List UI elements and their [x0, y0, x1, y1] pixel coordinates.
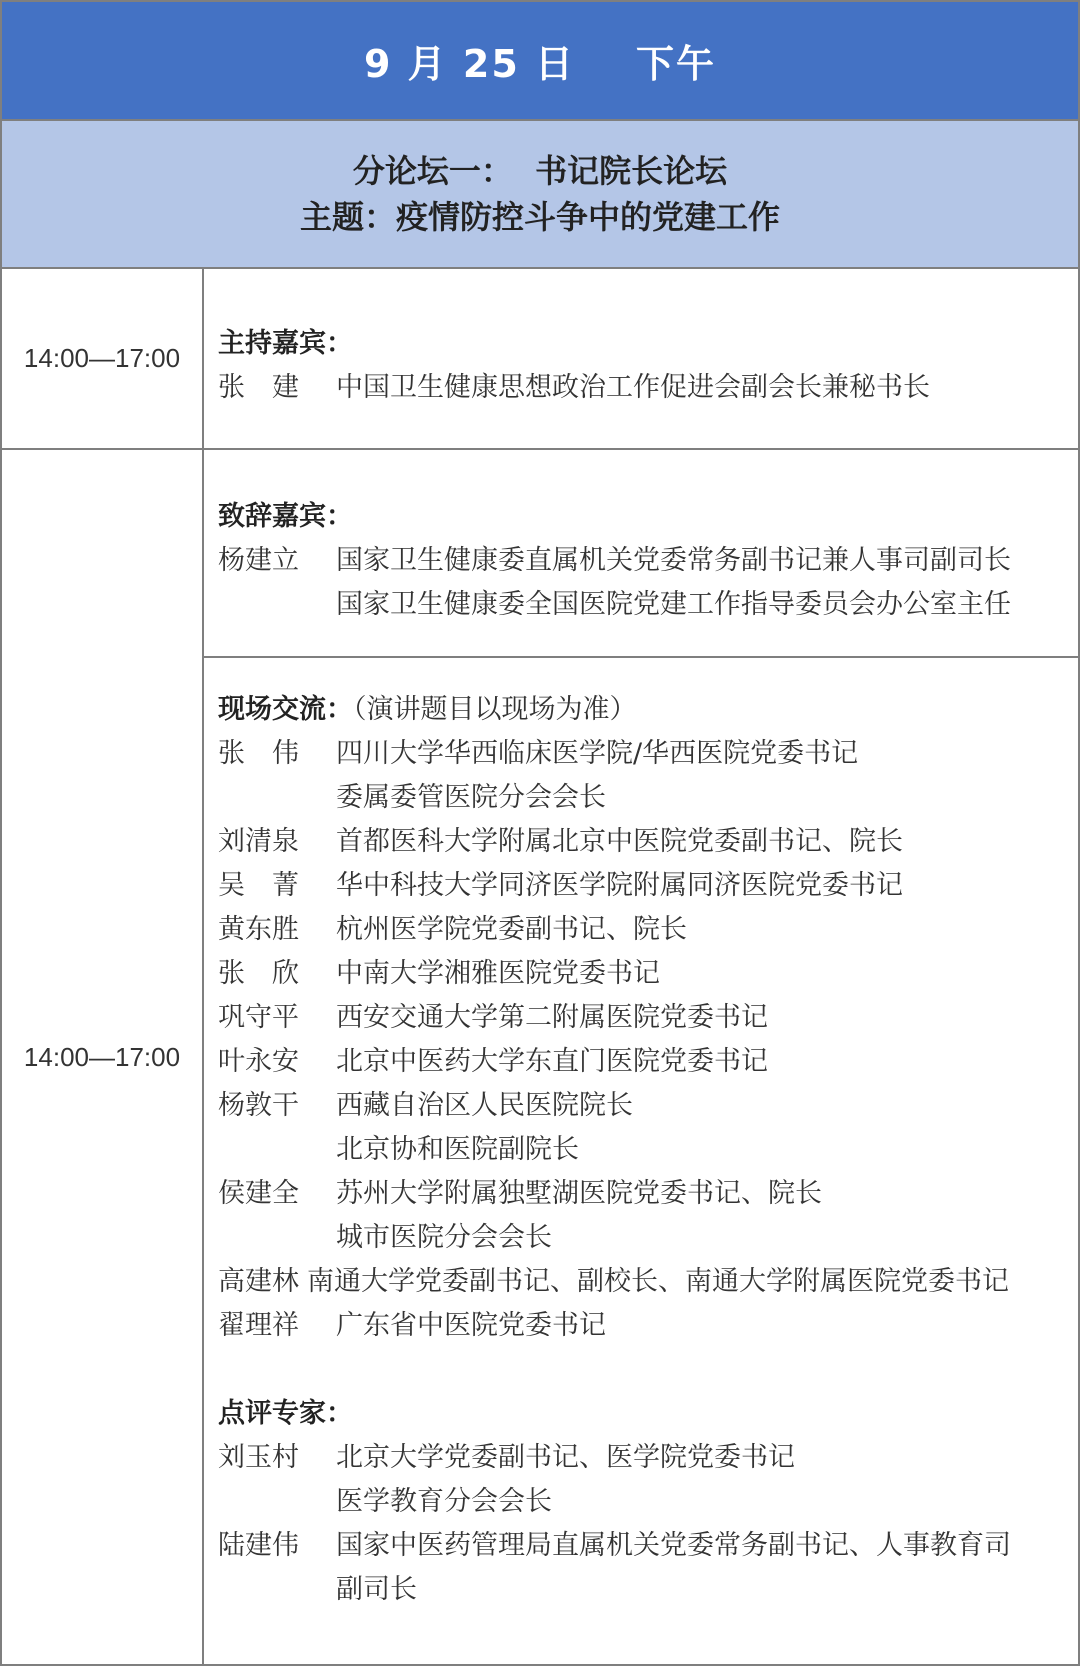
person-entry: [218, 732, 1078, 820]
person-entry: [218, 864, 1078, 908]
time-label: 14:00—17:00: [23, 1041, 181, 1072]
person-entry: [218, 539, 1078, 627]
content-cell: [204, 269, 1078, 448]
person-entry: [218, 820, 1078, 864]
person-role: 广东省中医院党委书记: [336, 1310, 606, 1341]
section-title: 致辞嘉宾：: [218, 501, 353, 532]
section-title: 点评专家：: [218, 1398, 353, 1429]
person-name: 张 伟: [218, 738, 299, 769]
person-role: 首都医科大学附属北京中医院党委副书记、院长: [336, 826, 903, 857]
person-role: 苏州大学附属独墅湖医院党委书记、院长: [336, 1178, 822, 1209]
section-title: 现场交流：（演讲题目以现场为准）: [218, 694, 637, 725]
person-role: 西藏自治区人民医院院长: [336, 1090, 633, 1121]
person-entry: [218, 1040, 1078, 1084]
person-entry: [218, 1304, 1078, 1348]
time-label: 14:00—17:00: [23, 343, 181, 373]
person-role: 副司长: [336, 1574, 417, 1605]
time-cell: [2, 269, 204, 448]
date-label: 9 月 25 日: [364, 42, 576, 86]
person-name: 杨敦干: [218, 1090, 299, 1121]
person-entry: [218, 996, 1078, 1040]
section-opening: [204, 450, 1078, 658]
section-note: （演讲题目以现场为准）: [353, 694, 637, 725]
person-role: 北京中医药大学东直门医院党委书记: [336, 1046, 768, 1077]
person-role: 西安交通大学第二附属医院党委书记: [336, 1002, 768, 1033]
person-name: 翟理祥: [218, 1310, 299, 1341]
person-entry: [218, 1084, 1078, 1172]
forum-header: [0, 121, 1080, 269]
person-role: 北京大学党委副书记、医学院党委书记: [336, 1442, 795, 1473]
person-role: 南通大学党委副书记、副校长、南通大学附属医院党委书记: [307, 1266, 1009, 1297]
section-spacer: [218, 1348, 1078, 1392]
person-name: 黄东胜: [218, 914, 299, 945]
period-label: 下午: [635, 42, 716, 86]
person-role: 中国卫生健康思想政治工作促进会副会长兼秘书长: [336, 372, 930, 403]
person-entry: [218, 1436, 1078, 1524]
person-name: 叶永安: [218, 1046, 299, 1077]
person-role: 医学教育分会会长: [336, 1486, 552, 1517]
person-entry: [218, 1524, 1078, 1612]
person-name: 张 欣: [218, 958, 299, 989]
person-role: 杭州医学院党委副书记、院长: [336, 914, 687, 945]
person-name: 张 建: [218, 372, 299, 403]
forum-name: 分论坛一： 书记院长论坛: [352, 152, 728, 190]
section-title: 主持嘉宾：: [218, 328, 353, 359]
person-entry: [218, 366, 1078, 410]
person-name: 侯建全: [218, 1178, 299, 1209]
person-name: 巩守平: [218, 1002, 299, 1033]
person-role: 国家中医药管理局直属机关党委常务副书记、人事教育司: [336, 1530, 1011, 1561]
agenda-row-host: [0, 269, 1080, 450]
time-cell: [2, 450, 204, 1664]
person-role: 城市医院分会会长: [336, 1222, 552, 1253]
person-role: 国家卫生健康委直属机关党委常务副书记兼人事司副司长: [336, 545, 1011, 576]
person-role: 北京协和医院副院长: [336, 1134, 579, 1165]
person-role: 国家卫生健康委全国医院党建工作指导委员会办公室主任: [336, 589, 1011, 620]
section-exchange: [204, 688, 1078, 1612]
person-name: 吴 菁: [218, 870, 299, 901]
forum-theme: 主题：疫情防控斗争中的党建工作: [299, 198, 780, 236]
content-cell: [204, 450, 1078, 1664]
person-entry: [218, 952, 1078, 996]
person-role: 中南大学湘雅医院党委书记: [336, 958, 660, 989]
person-role: 华中科技大学同济医学院附属同济医院党委书记: [336, 870, 903, 901]
agenda-row-main: [0, 450, 1080, 1666]
person-name: 杨建立: [218, 545, 299, 576]
person-entry: [218, 908, 1078, 952]
person-role: 四川大学华西临床医学院/华西医院党委书记: [336, 738, 859, 769]
section-host: [204, 322, 1078, 410]
person-name: 高建林: [218, 1266, 299, 1297]
person-name: 刘玉村: [218, 1442, 299, 1473]
date-header: [0, 0, 1080, 121]
person-entry: [218, 1172, 1078, 1260]
person-entry: [218, 1260, 1078, 1304]
person-name: 刘清泉: [218, 826, 299, 857]
person-name: 陆建伟: [218, 1530, 299, 1561]
header-spacer: [575, 39, 636, 83]
person-role: 委属委管医院分会会长: [336, 782, 606, 813]
